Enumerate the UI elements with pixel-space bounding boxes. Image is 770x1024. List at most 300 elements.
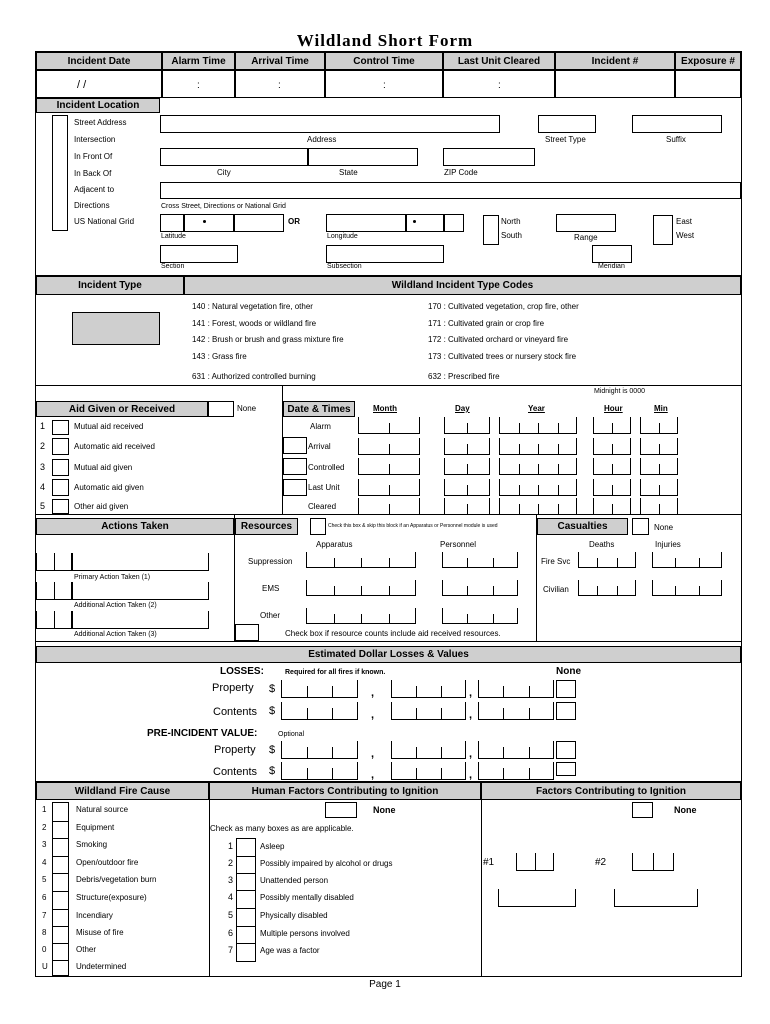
cause-label: Natural source [76,805,129,814]
fire-svc-injuries-tick [699,558,700,568]
loss-property-dollar: $ [269,683,276,695]
casualties-none-checkbox[interactable] [632,518,649,535]
suppression-personnel-tick [467,558,468,568]
fire-svc-injuries-tick [675,558,676,568]
last-unit-checkbox[interactable] [283,479,307,496]
aid-label-5: Other aid given [74,502,129,511]
subsection-field[interactable] [326,245,444,263]
factor-1-desc[interactable] [498,889,576,907]
divider [535,853,536,871]
code-631: 631 : Authorized controlled burning [192,372,316,381]
location-type-checkboxes[interactable] [52,115,68,231]
suppression-label: Suppression [248,557,293,566]
factors-none-label: None [674,805,697,815]
suppression-personnel[interactable] [442,552,518,568]
value-property-thousands-tick [416,747,417,759]
last-unit-day-tick [467,485,468,496]
value-property-none-checkbox[interactable] [556,741,576,759]
value-contents-none-checkbox[interactable] [556,762,576,776]
address-field[interactable] [160,115,500,133]
cause-checkbox-column[interactable] [52,802,69,976]
option-in-front-of: In Front Of [74,152,113,161]
cause-row-divider [52,838,69,839]
arrival-checkbox[interactable] [283,437,307,454]
code-140: 140 : Natural vegetation fire, other [192,302,313,311]
human-none-checkbox[interactable] [325,802,357,818]
cause-header: Wildland Fire Cause [36,782,209,800]
value-contents-units-tick [503,768,504,780]
incident-type-code-field[interactable] [72,312,160,345]
value-property-comma-2: , [469,748,473,760]
longitude-deg-field[interactable] [326,214,406,232]
cause-label: Equipment [76,823,115,832]
value-property-thousands-tick [441,747,442,759]
cause-num: 1 [42,805,47,814]
loss-property-thousands-hi-tick [307,686,308,698]
civilian-deaths-tick [617,586,618,596]
cause-num: 3 [42,840,47,849]
factors-none-checkbox[interactable] [632,802,653,818]
last-unit-year-tick [519,485,520,496]
losses-header: Estimated Dollar Losses & Values [36,646,741,663]
cause-num: 7 [42,911,47,920]
divider [54,582,55,600]
arrival-time-sep: : [278,80,281,91]
cause-row-divider [52,960,69,961]
ems-label: EMS [262,584,280,593]
aid-checkbox-5[interactable] [52,499,69,514]
cause-label: Smoking [76,840,108,849]
loss-property-label: Property [212,682,254,694]
latitude-label: Latitude [161,233,186,240]
other-personnel[interactable] [442,608,518,624]
cause-label: Misuse of fire [76,928,124,937]
aid-label-2: Automatic aid received [74,442,155,451]
code-141: 141 : Forest, woods or wildland fire [192,319,317,328]
longitude-dot [413,220,416,223]
other-label: Other [260,611,281,620]
value-contents-thousands-hi[interactable] [281,762,358,780]
latitude-dot [203,220,206,223]
loss-property-comma-1: , [371,687,375,699]
casualties-header: Casualties [537,518,628,535]
arrival-year-tick [538,444,539,455]
ems-personnel-tick [467,586,468,596]
divider [36,641,741,642]
cause-row-divider [52,821,69,822]
arrival-time-header: Arrival Time [235,52,325,70]
meridian-label: Meridian [598,263,625,270]
controlled-month-tick [389,464,390,475]
fire-svc-deaths[interactable] [578,552,636,568]
human-factor-label: Possibly impaired by alcohol or drugs [260,859,393,868]
human-row-divider [236,890,256,891]
human-factor-num: 4 [228,892,234,902]
suppression-apparatus-tick [389,558,390,568]
divider [54,611,55,629]
incident-date-field[interactable] [36,70,162,98]
date-times-header: Date & Times [283,401,355,417]
west-label: West [676,231,695,240]
aid-label-1: Mutual aid received [74,422,144,431]
civilian-injuries-tick [675,586,676,596]
alarm-min-tick [659,423,660,434]
controlled-year-tick [538,464,539,475]
aid-checkbox-3[interactable] [52,459,69,476]
civilian-deaths-tick [597,586,598,596]
loss-property-units-tick [503,686,504,698]
fire-svc-injuries[interactable] [652,552,722,568]
last-unit-row-label: Last Unit [308,483,340,492]
loss-contents-units[interactable] [478,702,554,720]
human-note: Check as many boxes as are applicable. [210,824,354,833]
north-label: North [501,217,521,226]
east-label: East [676,217,693,226]
cause-num: 5 [42,875,47,884]
code-172: 172 : Cultivated orchard or vineyard fire [428,335,569,344]
resources-note: Check this box & skip this block if an Apparatus or Personnel module is used [328,523,498,529]
aid-none-checkbox[interactable] [208,401,234,417]
human-factor-num: 3 [228,875,234,885]
subsection-label: Subsection [327,263,362,270]
last-unit-year-tick [538,485,539,496]
loss-property-units[interactable] [478,680,554,698]
hour-col: Hour [604,404,623,413]
aid-label-4: Automatic aid given [74,483,144,492]
code-143: 143 : Grass fire [192,352,247,361]
loss-property-units-tick [529,686,530,698]
code-173: 173 : Cultivated trees or nursery stock fire [428,352,577,361]
ems-personnel-tick [493,586,494,596]
divider [54,553,55,571]
option-us-national-grid: US National Grid [74,217,135,226]
action-3-desc[interactable] [72,611,209,629]
cause-label: Debris/vegetation burn [76,875,157,884]
other-apparatus-tick [361,614,362,624]
loss-contents-comma-1: , [371,709,375,721]
value-property-dollar: $ [269,744,276,756]
ems-apparatus-tick [389,586,390,596]
actions-header: Actions Taken [36,518,234,535]
apparatus-label: Apparatus [316,540,353,549]
fire-svc-deaths-tick [617,558,618,568]
loss-property-comma-2: , [469,687,473,699]
south-label: South [501,231,522,240]
human-factor-num: 1 [228,841,234,851]
longitude-min-field[interactable] [406,214,444,232]
human-row-divider [236,908,256,909]
aid-num-4: 4 [40,482,46,492]
loss-contents-dollar: $ [269,705,276,717]
alarm-day-tick [467,423,468,434]
pre-incident-label: PRE-INCIDENT VALUE: [147,728,258,739]
cleared-row-label: Cleared [308,502,337,511]
human-factor-num: 6 [228,928,234,938]
cause-label: Undetermined [76,962,127,971]
state-field[interactable] [308,148,418,166]
code-171: 171 : Cultivated grain or crop fire [428,319,545,328]
loss-property-thousands-tick [416,686,417,698]
arrival-hour-tick [612,444,613,455]
action-2-label: Additional Action Taken (2) [74,602,157,609]
fire-svc-deaths-tick [597,558,598,568]
loss-property-thousands[interactable] [391,680,466,698]
cross-street-label: Cross Street, Directions or National Grid [161,203,286,210]
controlled-year-tick [558,464,559,475]
year-col: Year [528,404,545,413]
controlled-hour-tick [612,464,613,475]
arrival-min-tick [659,444,660,455]
factor-2-desc[interactable] [614,889,698,907]
cause-num: 0 [42,945,47,954]
state-label: State [339,168,358,177]
longitude-sec-field[interactable] [444,214,464,232]
value-property-units-tick [529,747,530,759]
loss-contents-thousands-tick [416,708,417,720]
value-contents-comma-1: , [371,769,375,781]
north-south-checkbox[interactable] [483,215,499,245]
action-3-label: Additional Action Taken (3) [74,631,157,638]
value-property-units[interactable] [478,741,554,759]
divider [36,385,741,386]
location-header: Incident Location [36,98,160,113]
control-time-header: Control Time [325,52,443,70]
aid-num-1: 1 [40,421,46,431]
cause-num: U [42,962,48,971]
alarm-time-sep: : [197,80,200,91]
human-none-label: None [373,805,396,815]
value-contents-comma-2: , [469,769,473,781]
section-field[interactable] [160,245,238,263]
alarm-month-tick [389,423,390,434]
option-in-back-of: In Back Of [74,169,112,178]
loss-contents-units-tick [503,708,504,720]
value-contents-units[interactable] [478,762,554,780]
latitude-sec-field[interactable] [234,214,284,232]
injuries-label: Injuries [655,540,681,549]
day-col: Day [455,404,470,413]
date-separator: / / [77,79,87,91]
human-row-divider [236,856,256,857]
cause-row-divider [52,856,69,857]
loss-property-thousands-hi[interactable] [281,680,358,698]
east-west-checkbox[interactable] [653,215,673,245]
factors-header: Factors Contributing to Ignition [481,782,741,800]
value-property-thousands-hi-tick [332,747,333,759]
incident-date-header: Incident Date [36,52,162,70]
codes-header: Wildland Incident Type Codes [184,276,741,295]
action-1-label: Primary Action Taken (1) [74,574,151,581]
aid-checkbox-4[interactable] [52,479,69,496]
cause-row-divider [52,926,69,927]
aid-checkbox-1[interactable] [52,420,69,435]
last-unit-year-tick [558,485,559,496]
loss-contents-none-checkbox[interactable] [556,702,576,720]
casualties-none-label: None [654,523,674,532]
human-row-divider [236,943,256,944]
cause-num: 8 [42,928,47,937]
midnight-note: Midnight is 0000 [594,388,645,395]
form-title: Wildland Short Form [296,31,474,50]
optional-label: Optional [278,731,305,738]
aid-resources-checkbox[interactable] [235,624,259,641]
city-label: City [217,168,231,177]
loss-contents-thousands-hi-tick [307,708,308,720]
human-factor-label: Multiple persons involved [260,929,350,938]
personnel-label: Personnel [440,540,477,549]
loss-contents-thousands[interactable] [391,702,466,720]
code-170: 170 : Cultivated vegetation, crop fire, other [428,302,579,311]
value-contents-units-tick [529,768,530,780]
human-row-divider [236,926,256,927]
human-row-divider [236,873,256,874]
ems-personnel[interactable] [442,580,518,596]
cause-label: Structure(exposure) [76,893,147,902]
zip-field[interactable] [443,148,535,166]
controlled-min-tick [659,464,660,475]
resources-skip-checkbox[interactable] [310,518,326,535]
deaths-label: Deaths [589,540,615,549]
aid-checkbox-2[interactable] [52,438,69,455]
aid-label-3: Mutual aid given [74,463,133,472]
alarm-year-tick [519,423,520,434]
controlled-row-label: Controlled [308,463,345,472]
other-personnel-tick [493,614,494,624]
civilian-label: Civilian [543,585,569,594]
alarm-year-tick [558,423,559,434]
alarm-row-label: Alarm [310,422,331,431]
value-contents-thousands-hi-tick [332,768,333,780]
action-2-desc[interactable] [72,582,209,600]
cause-label: Incendiary [76,911,113,920]
cause-num: 6 [42,893,47,902]
value-property-label: Property [214,744,256,756]
incident-number-field[interactable] [555,70,675,98]
civilian-injuries[interactable] [652,580,722,596]
losses-note: Required for all fires if known. [285,669,386,676]
loss-contents-thousands-hi[interactable] [281,702,358,720]
factor-1-label: #1 [483,857,495,868]
cause-label: Other [76,945,97,954]
civilian-injuries-tick [699,586,700,596]
aid-num-3: 3 [40,462,46,472]
value-property-units-tick [503,747,504,759]
value-contents-thousands[interactable] [391,762,466,780]
fire-svc-label: Fire Svc [541,557,571,566]
range-label: Range [574,233,598,242]
loss-property-none-checkbox[interactable] [556,680,576,698]
code-142: 142 : Brush or brush and grass mixture fire [192,335,344,344]
option-street-address: Street Address [74,118,127,127]
code-632: 632 : Prescribed fire [428,372,500,381]
meridian-field[interactable] [592,245,632,263]
human-factor-label: Possibly mentally disabled [260,893,354,902]
exposure-number-field[interactable] [675,70,741,98]
cause-label: Open/outdoor fire [76,858,139,867]
section-label: Section [161,263,185,270]
cause-row-divider [52,909,69,910]
arrival-month-tick [389,444,390,455]
option-directions: Directions [74,201,110,210]
exposure-number-header: Exposure # [675,52,741,70]
last-unit-time-sep: : [498,80,501,91]
control-time-sep: : [383,80,386,91]
latitude-min-field[interactable] [184,214,234,232]
human-factor-label: Asleep [260,842,285,851]
street-type-field[interactable] [538,115,596,133]
factor-2-label: #2 [595,857,607,868]
value-property-comma-1: , [371,748,375,760]
value-contents-thousands-tick [441,768,442,780]
alarm-year-tick [538,423,539,434]
option-intersection: Intersection [74,135,116,144]
divider [36,514,741,515]
suppression-apparatus-tick [334,558,335,568]
aid-num-5: 5 [40,501,46,511]
controlled-year-tick [519,464,520,475]
last-unit-min-tick [659,485,660,496]
ems-apparatus-tick [334,586,335,596]
losses-none-label: None [556,666,581,677]
value-property-thousands-hi[interactable] [281,741,358,759]
loss-contents-comma-2: , [469,709,473,721]
last-unit-cleared-header: Last Unit Cleared [443,52,555,70]
action-1-desc[interactable] [72,553,209,571]
alarm-hour-tick [612,423,613,434]
suffix-label: Suffix [666,135,686,144]
street-type-label: Street Type [545,135,586,144]
range-field[interactable] [556,214,616,232]
cross-street-field[interactable] [160,182,741,199]
alarm-time-header: Alarm Time [162,52,235,70]
longitude-label: Longitude [327,233,358,240]
option-adjacent-to: Adjacent to [74,185,115,194]
aid-resources-note: Check box if resource counts include aid received resources. [285,629,501,638]
human-factors-header: Human Factors Contributing to Ignition [209,782,481,800]
cause-row-divider [52,891,69,892]
value-contents-dollar: $ [269,765,276,777]
controlled-checkbox[interactable] [283,458,307,475]
suppression-apparatus-tick [361,558,362,568]
human-factor-num: 2 [228,858,234,868]
last-unit-month-tick [389,485,390,496]
suffix-field[interactable] [632,115,722,133]
loss-contents-thousands-hi-tick [332,708,333,720]
value-property-thousands[interactable] [391,741,466,759]
incident-number-header: Incident # [555,52,675,70]
controlled-day-tick [467,464,468,475]
aid-header: Aid Given or Received [36,401,208,417]
human-factor-num: 7 [228,945,234,955]
human-factor-label: Age was a factor [260,946,320,955]
cause-num: 2 [42,823,47,832]
loss-contents-thousands-tick [441,708,442,720]
loss-property-thousands-tick [441,686,442,698]
civilian-deaths[interactable] [578,580,636,596]
arrival-row-label: Arrival [308,442,331,451]
city-field[interactable] [160,148,308,166]
loss-contents-label: Contents [213,706,258,718]
min-col: Min [654,404,668,413]
value-contents-thousands-hi-tick [307,768,308,780]
address-label: Address [307,135,337,144]
human-factor-num: 5 [228,910,234,920]
other-apparatus-tick [334,614,335,624]
ems-apparatus-tick [361,586,362,596]
value-contents-thousands-tick [416,768,417,780]
divider [481,800,482,977]
latitude-deg-field[interactable] [160,214,184,232]
